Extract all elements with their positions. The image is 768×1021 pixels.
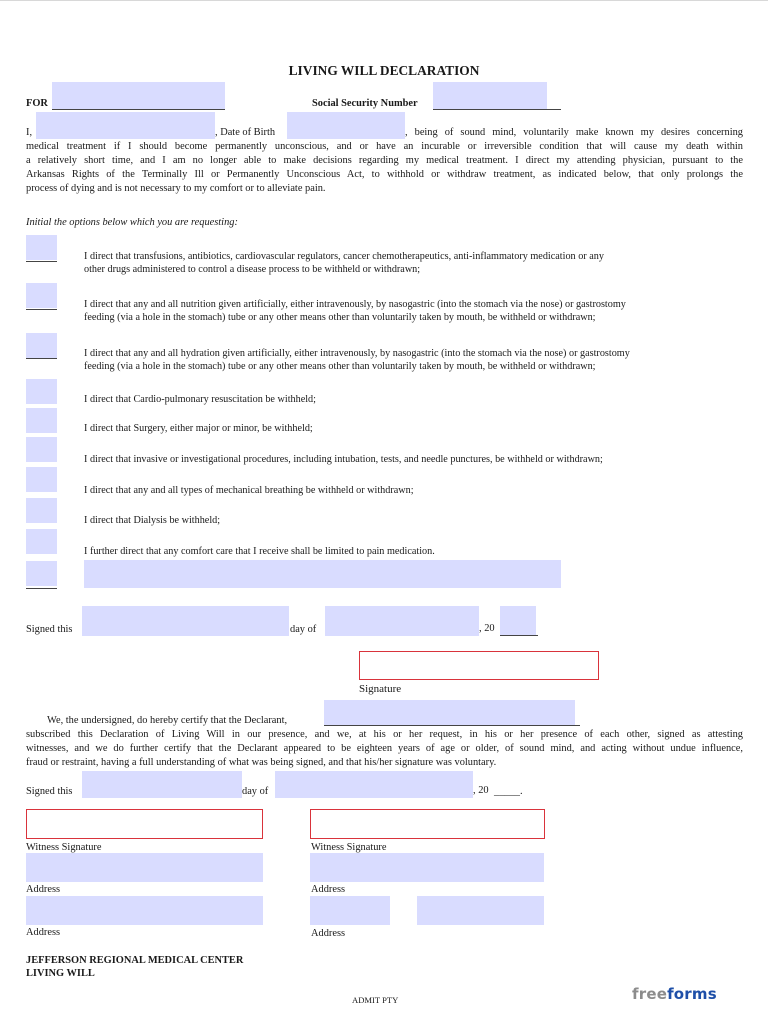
option-1 <box>84 250 604 277</box>
box-underline <box>26 261 57 262</box>
box-underline <box>26 358 57 359</box>
witness-signature-right[interactable] <box>310 809 545 839</box>
witness-signature-left[interactable] <box>26 809 263 839</box>
day-of-label-1: day of <box>290 624 317 635</box>
option-2 <box>84 298 626 325</box>
option-2-line2: feeding (via a hole in the stomach) tube or any other means other than voluntarily taken by mouth, be withheld or withdrawn; <box>84 312 596 324</box>
option-3-line1: I direct that any and all hydration given artificially, either intravenously, by nasogastric (into the stomach via the nose) or gastrostomy <box>84 348 630 359</box>
dob-label: , Date of Birth <box>215 127 276 138</box>
option-1-line1: I direct that transfusions, antibiotics, cardiovascular regulators, cancer chemotherapeutics, anti-inflammatory medication or any <box>84 251 604 262</box>
intro-line2: medical treatment if I should become permanently unconscious, and or have an incurable or irreversible condition that will cause my death within <box>26 141 743 152</box>
signed-month-field-1[interactable] <box>325 606 479 636</box>
initial-box-6[interactable] <box>26 437 57 462</box>
intro-i-label: I, <box>26 127 33 138</box>
initial-box-7[interactable] <box>26 467 57 492</box>
option-9: I further direct that any comfort care that I receive shall be limited to pain medication. <box>84 546 435 557</box>
org-name: JEFFERSON REGIONAL MEDICAL CENTER <box>26 955 244 966</box>
witness-left-address-2[interactable] <box>26 896 263 925</box>
initial-box-4[interactable] <box>26 379 57 404</box>
certify-line3: witnesses, and we do further certify that the Declarant appeared to be eighteen years of age or older, of sound mind, and acting without undue influence, <box>26 743 743 754</box>
for-label: FOR <box>26 98 48 109</box>
ssn-field[interactable] <box>433 82 547 109</box>
signed-this-label-1: Signed this <box>26 624 73 635</box>
witness-right-address-1[interactable] <box>310 853 544 882</box>
logo-forms: forms <box>667 985 717 1003</box>
signature-label: Signature <box>359 683 402 695</box>
for-underline <box>52 109 225 110</box>
box-underline <box>26 309 57 310</box>
initial-box-8[interactable] <box>26 498 57 523</box>
address-label-left-2: Address <box>26 927 61 938</box>
intro-line1-rest: , being of sound mind, voluntarily make known my desires concerning <box>405 127 743 138</box>
initial-box-5[interactable] <box>26 408 57 433</box>
ssn-label: Social Security Number <box>312 98 418 109</box>
witness-right-address-2b[interactable] <box>417 896 544 925</box>
signed-year-field-1[interactable] <box>500 606 536 636</box>
initial-box-3[interactable] <box>26 333 57 358</box>
option-6: I direct that invasive or investigational procedures, including intubation, tests, and needle punctures, be withheld or withdrawn; <box>84 454 603 465</box>
for-name-field[interactable] <box>52 82 225 109</box>
box-underline <box>26 588 57 589</box>
date-of-birth-field[interactable] <box>287 112 405 139</box>
signed-month-field-2[interactable] <box>275 771 473 798</box>
option-2-line1: I direct that any and all nutrition given artificially, either intravenously, by nasogastric (into the stomach via the nose) or gastrostomy <box>84 299 626 310</box>
declarant-name-field-2[interactable] <box>324 700 575 726</box>
address-label-left-1: Address <box>26 884 61 895</box>
option-5: I direct that Surgery, either major or minor, be withheld; <box>84 423 313 434</box>
certify-line2: subscribed this Declaration of Living Will in our presence, and we, at his or her request, in his or her presence of each other, signed as attesting <box>26 729 743 740</box>
declarant-signature-field[interactable] <box>359 651 599 680</box>
declarant-underline-2 <box>324 725 580 726</box>
option-3 <box>84 347 630 374</box>
initial-box-2[interactable] <box>26 283 57 308</box>
day-of-label-2: day of <box>242 786 269 797</box>
logo-free: free <box>632 985 668 1003</box>
address-label-right-1: Address <box>311 884 346 895</box>
signed-day-field-2[interactable] <box>82 771 242 798</box>
option-3-line2: feeding (via a hole in the stomach) tube or any other means other than voluntarily taken by mouth, be withheld or withdrawn; <box>84 361 596 373</box>
signed-this-label-2: Signed this <box>26 786 73 797</box>
initial-box-10[interactable] <box>26 561 57 586</box>
option-7: I direct that any and all types of mechanical breathing be withheld or withdrawn; <box>84 485 414 496</box>
witness-label-left: Witness Signature <box>26 842 102 853</box>
intro-line5: process of dying and is not necessary to my comfort or to alleviate pain. <box>26 183 326 194</box>
witness-label-right: Witness Signature <box>311 842 387 853</box>
initial-box-9[interactable] <box>26 529 57 554</box>
ssn-underline <box>433 109 561 110</box>
signed-day-field-1[interactable] <box>82 606 289 636</box>
intro-line4: Arkansas Rights of the Terminally Ill or Permanently Unconscious Act, to withhold or withdraw treatment, as indicated below, that only prolongs the <box>26 169 743 180</box>
year-underline-1 <box>500 635 538 636</box>
year-prefix-2: , 20 <box>473 785 489 796</box>
option-8: I direct that Dialysis be withheld; <box>84 515 221 526</box>
option-1-line2: other drugs administered to control a disease process to be withheld or withdrawn; <box>84 264 421 276</box>
year-suffix-2: _____. <box>494 786 523 797</box>
freeforms-logo <box>632 985 717 1003</box>
document-title: LIVING WILL DECLARATION <box>288 63 480 78</box>
declarant-name-field[interactable] <box>36 112 215 139</box>
certify-line4: fraud or restraint, having a full understanding of what was being signed, and that his/her signature was voluntary. <box>26 757 497 768</box>
witness-left-address-1[interactable] <box>26 853 263 882</box>
year-prefix-1: , 20 <box>479 623 495 634</box>
admit-text: ADMIT PTY <box>352 995 399 1005</box>
initial-box-1[interactable] <box>26 235 57 260</box>
witness-right-address-2a[interactable] <box>310 896 390 925</box>
additional-direction-field[interactable] <box>84 560 561 588</box>
form-name: LIVING WILL <box>26 968 95 979</box>
option-4: I direct that Cardio-pulmonary resuscitation be withheld; <box>84 394 316 405</box>
address-label-right-2: Address <box>311 928 346 939</box>
options-heading: Initial the options below which you are requesting: <box>26 217 238 228</box>
certify-line1: We, the undersigned, do hereby certify that the Declarant, <box>47 715 288 726</box>
intro-line3: a relatively short time, and I am no longer able to make decisions regarding my medical treatment. I direct my attending physician, pursuant to the <box>26 155 743 166</box>
